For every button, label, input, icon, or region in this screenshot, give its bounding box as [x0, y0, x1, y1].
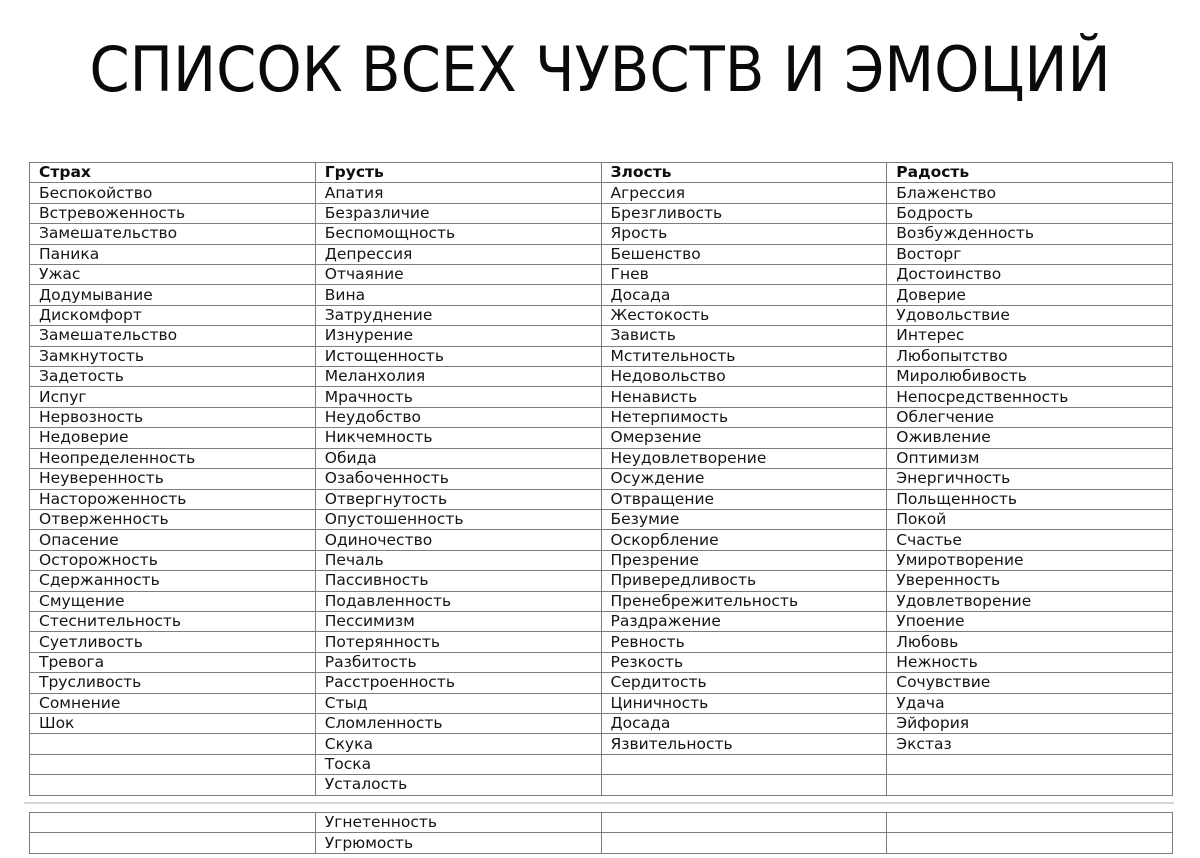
table-row	[30, 713, 1173, 733]
table-cell: Неопределенность	[30, 448, 316, 468]
column-header: Радость	[887, 163, 1173, 183]
table-cell: Расстроенность	[315, 673, 601, 693]
table-cell: Ненависть	[601, 387, 887, 407]
table-cell: Пренебрежительность	[601, 591, 887, 611]
table-cell: Разбитость	[315, 652, 601, 672]
table-cell: Суетливость	[30, 632, 316, 652]
table-cell: Экстаз	[887, 734, 1173, 754]
table-cell	[601, 754, 887, 774]
table-cell: Энергичность	[887, 469, 1173, 489]
table-cell: Восторг	[887, 244, 1173, 264]
table-cell	[601, 833, 887, 853]
table-row	[30, 833, 1173, 853]
table-cell: Трусливость	[30, 673, 316, 693]
table-row	[30, 346, 1173, 366]
table-cell: Ужас	[30, 265, 316, 285]
table-cell: Опустошенность	[315, 509, 601, 529]
table-row	[30, 305, 1173, 325]
table-cell: Задетость	[30, 367, 316, 387]
table-cell: Упоение	[887, 611, 1173, 631]
table-row	[30, 530, 1173, 550]
table-cell: Потерянность	[315, 632, 601, 652]
table-cell: Никчемность	[315, 428, 601, 448]
table-cell	[30, 833, 316, 853]
table-cell: Язвительность	[601, 734, 887, 754]
table-cell: Счастье	[887, 530, 1173, 550]
page-title: СПИСОК ВСЕХ ЧУВСТВ И ЭМОЦИЙ	[89, 33, 1111, 106]
table-cell	[30, 734, 316, 754]
table-cell: Удача	[887, 693, 1173, 713]
table-cell: Сочувствие	[887, 673, 1173, 693]
table-row	[30, 550, 1173, 570]
table-cell: Ярость	[601, 224, 887, 244]
table-cell: Неудобство	[315, 407, 601, 427]
table-row	[30, 632, 1173, 652]
table-row	[30, 387, 1173, 407]
table-row	[30, 571, 1173, 591]
table-cell: Сердитость	[601, 673, 887, 693]
table-cell: Обида	[315, 448, 601, 468]
table-cell	[30, 813, 316, 833]
table-cell	[887, 813, 1173, 833]
table-cell: Затруднение	[315, 305, 601, 325]
table-cell: Оскорбление	[601, 530, 887, 550]
table-row	[30, 224, 1173, 244]
table-cell: Замкнутость	[30, 346, 316, 366]
table-row	[30, 265, 1173, 285]
table-cell: Непосредственность	[887, 387, 1173, 407]
table-cell: Отвергнутость	[315, 489, 601, 509]
table-cell: Любопытство	[887, 346, 1173, 366]
table-cell: Апатия	[315, 183, 601, 203]
table-cell: Облегчение	[887, 407, 1173, 427]
table-cell: Тревога	[30, 652, 316, 672]
table-cell: Привередливость	[601, 571, 887, 591]
table-cell: Раздражение	[601, 611, 887, 631]
table-cell	[601, 775, 887, 795]
table-cell: Осторожность	[30, 550, 316, 570]
table-cell	[601, 813, 887, 833]
table-cell: Блаженство	[887, 183, 1173, 203]
table-cell: Опасение	[30, 530, 316, 550]
column-header: Злость	[601, 163, 887, 183]
table-cell: Умиротворение	[887, 550, 1173, 570]
table-cell: Тоска	[315, 754, 601, 774]
table-cell: Истощенность	[315, 346, 601, 366]
table-row	[30, 489, 1173, 509]
table-cell: Испуг	[30, 387, 316, 407]
emotions-table	[29, 162, 1173, 796]
table-cell: Настороженность	[30, 489, 316, 509]
table-cell: Сломленность	[315, 713, 601, 733]
table-cell: Стеснительность	[30, 611, 316, 631]
table-row	[30, 591, 1173, 611]
table-cell: Доверие	[887, 285, 1173, 305]
table-cell: Оживление	[887, 428, 1173, 448]
table-cell: Пассивность	[315, 571, 601, 591]
table-cell: Агрессия	[601, 183, 887, 203]
table-row	[30, 509, 1173, 529]
table-cell: Беспокойство	[30, 183, 316, 203]
table-cell: Презрение	[601, 550, 887, 570]
table-row	[30, 407, 1173, 427]
table-cell: Додумывание	[30, 285, 316, 305]
table-cell: Нервозность	[30, 407, 316, 427]
table-cell: Смущение	[30, 591, 316, 611]
table-cell: Жестокость	[601, 305, 887, 325]
table-cell: Досада	[601, 285, 887, 305]
table-row	[30, 652, 1173, 672]
table-cell: Зависть	[601, 326, 887, 346]
table-cell: Отвращение	[601, 489, 887, 509]
table-cell: Неуверенность	[30, 469, 316, 489]
table-cell: Бодрость	[887, 203, 1173, 223]
table-cell: Интерес	[887, 326, 1173, 346]
table-cell: Встревоженность	[30, 203, 316, 223]
table-cell	[887, 775, 1173, 795]
table-row	[30, 285, 1173, 305]
table-cell: Уверенность	[887, 571, 1173, 591]
table-cell: Нетерпимость	[601, 407, 887, 427]
table-cell	[30, 775, 316, 795]
table-cell: Скука	[315, 734, 601, 754]
table-cell: Замешательство	[30, 326, 316, 346]
table-cell: Одиночество	[315, 530, 601, 550]
table-cell: Изнурение	[315, 326, 601, 346]
table-cell: Сдержанность	[30, 571, 316, 591]
table-cell: Угнетенность	[315, 813, 601, 833]
table-cell: Подавленность	[315, 591, 601, 611]
table-cell	[887, 754, 1173, 774]
table-row	[30, 367, 1173, 387]
table-row	[30, 611, 1173, 631]
table-cell: Отверженность	[30, 509, 316, 529]
table-cell: Стыд	[315, 693, 601, 713]
table-row	[30, 734, 1173, 754]
table-cell: Циничность	[601, 693, 887, 713]
table-header-row	[30, 163, 1173, 183]
table-cell: Угрюмость	[315, 833, 601, 853]
table-cell: Удовлетворение	[887, 591, 1173, 611]
table-cell: Безразличие	[315, 203, 601, 223]
table-row	[30, 183, 1173, 203]
table-row	[30, 673, 1173, 693]
table-row	[30, 775, 1173, 795]
table-row	[30, 469, 1173, 489]
column-header: Страх	[30, 163, 316, 183]
table-cell: Замешательство	[30, 224, 316, 244]
table-cell	[30, 754, 316, 774]
emotions-table-continuation-body	[30, 813, 1173, 854]
emotions-table-continuation	[29, 812, 1173, 854]
table-cell: Пессимизм	[315, 611, 601, 631]
table-cell: Вина	[315, 285, 601, 305]
table-cell: Недоверие	[30, 428, 316, 448]
table-cell: Покой	[887, 509, 1173, 529]
table-cell: Меланхолия	[315, 367, 601, 387]
table-cell: Резкость	[601, 652, 887, 672]
table-cell: Миролюбивость	[887, 367, 1173, 387]
table-cell: Гнев	[601, 265, 887, 285]
table-cell: Мстительность	[601, 346, 887, 366]
table-cell: Оптимизм	[887, 448, 1173, 468]
table-row	[30, 754, 1173, 774]
table-cell: Польщенность	[887, 489, 1173, 509]
table-cell: Депрессия	[315, 244, 601, 264]
table-cell: Эйфория	[887, 713, 1173, 733]
table-cell: Отчаяние	[315, 265, 601, 285]
table-cell	[887, 833, 1173, 853]
emotions-table-body	[30, 163, 1173, 796]
table-row	[30, 244, 1173, 264]
table-cell: Возбужденность	[887, 224, 1173, 244]
table-cell: Омерзение	[601, 428, 887, 448]
table-row	[30, 203, 1173, 223]
table-cell: Бешенство	[601, 244, 887, 264]
table-row	[30, 813, 1173, 833]
table-cell: Брезгливость	[601, 203, 887, 223]
table-cell: Досада	[601, 713, 887, 733]
table-cell: Осуждение	[601, 469, 887, 489]
table-cell: Мрачность	[315, 387, 601, 407]
table-cell: Шок	[30, 713, 316, 733]
table-row	[30, 326, 1173, 346]
table-cell: Неудовлетворение	[601, 448, 887, 468]
table-cell: Усталость	[315, 775, 601, 795]
table-cell: Беспомощность	[315, 224, 601, 244]
table-cell: Недовольство	[601, 367, 887, 387]
table-cell: Паника	[30, 244, 316, 264]
table-cell: Дискомфорт	[30, 305, 316, 325]
table-cell: Достоинство	[887, 265, 1173, 285]
table-cell: Ревность	[601, 632, 887, 652]
table-cell: Любовь	[887, 632, 1173, 652]
column-header: Грусть	[315, 163, 601, 183]
table-cell: Сомнение	[30, 693, 316, 713]
table-cell: Нежность	[887, 652, 1173, 672]
table-row	[30, 428, 1173, 448]
page-break-line	[24, 802, 1174, 804]
table-cell: Удовольствие	[887, 305, 1173, 325]
table-cell: Печаль	[315, 550, 601, 570]
table-cell: Безумие	[601, 509, 887, 529]
table-row	[30, 448, 1173, 468]
table-cell: Озабоченность	[315, 469, 601, 489]
table-row	[30, 693, 1173, 713]
